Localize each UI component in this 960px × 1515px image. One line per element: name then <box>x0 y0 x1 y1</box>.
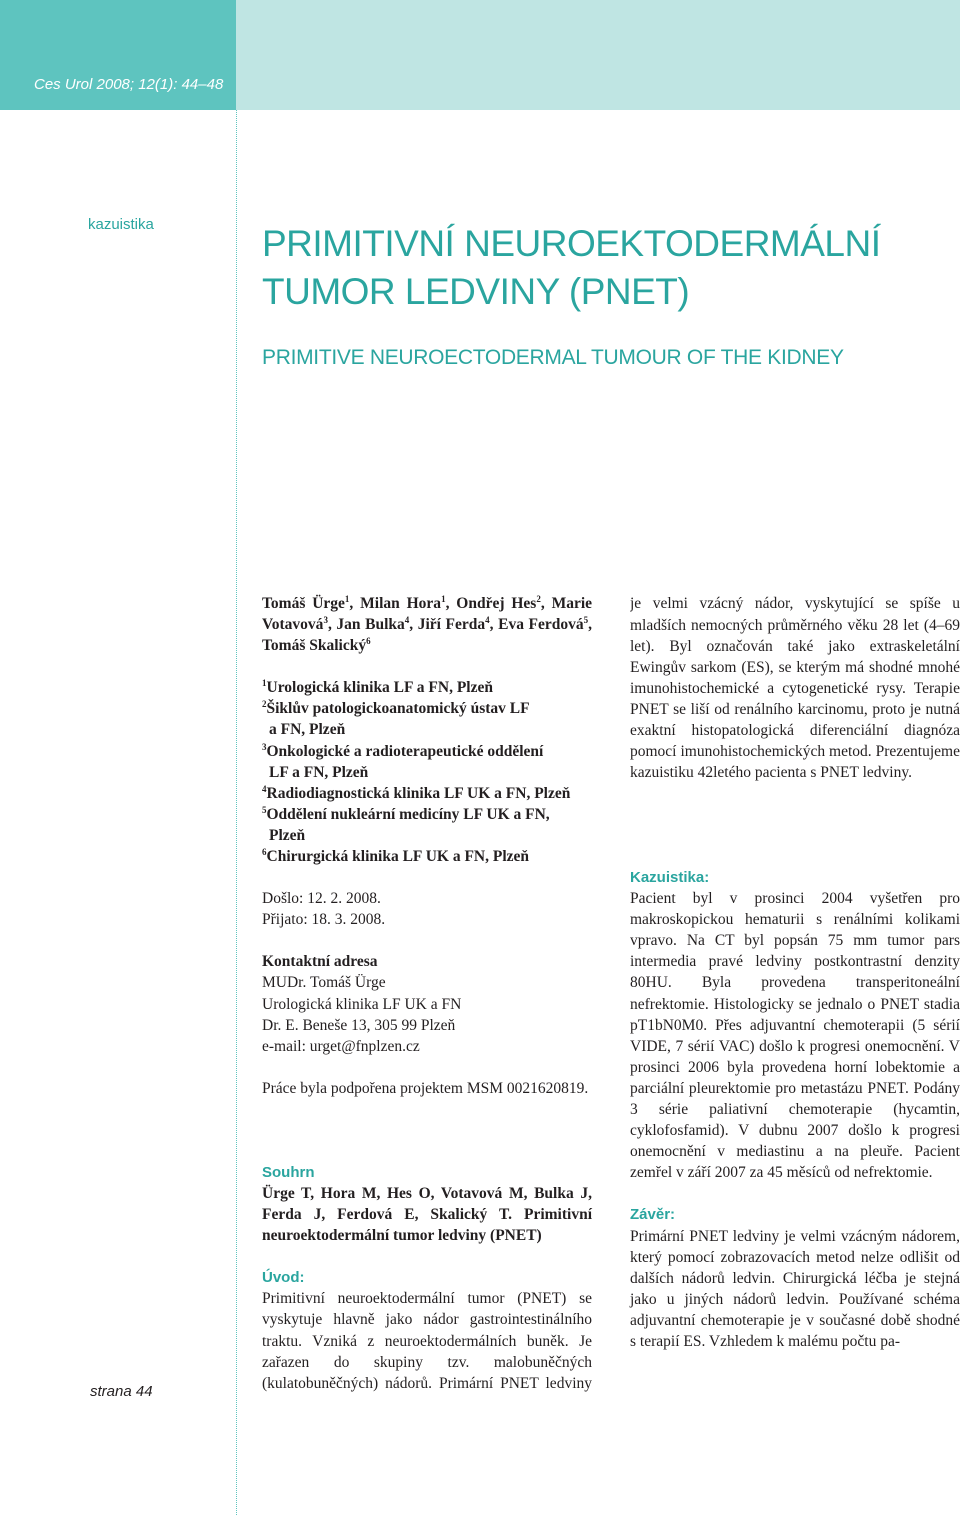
author-sep: , <box>588 616 593 634</box>
affiliation-number: 1 <box>262 678 267 689</box>
author: Milan Hora <box>360 595 442 612</box>
author-sep: , <box>349 595 361 612</box>
intro-text: Primitivní neuroektodermální tumor (PNET) se vyskytuje hlavně jako nádor gastrointestinálního traktu. Vzniká z neuroektodermálních buněk. Je zařazen do skupiny tzv. malobuněčných (kulatobuněčných) nádorů. Primární PNET ledviny <box>262 1290 592 1392</box>
author-sup: 6 <box>366 636 371 647</box>
affiliation-number: 6 <box>262 846 267 857</box>
author-sup: 2 <box>536 593 541 604</box>
author-sep: , <box>327 616 337 634</box>
affiliation-line-cont: Plzeň <box>269 826 306 844</box>
accepted-date: Přijato: 18. 3. 2008. <box>262 911 386 929</box>
author: Tomáš Skalický <box>262 637 367 655</box>
affiliation-item <box>262 846 592 867</box>
affiliation-line: Radiodiagnostická klinika LF UK a FN, Plzeň <box>266 784 571 802</box>
contact-line: Dr. E. Beneše 13, 305 99 Plzeň <box>262 1016 456 1034</box>
article-title <box>262 220 881 316</box>
author: Eva Ferdová <box>498 616 584 634</box>
funding-note: Práce byla podpořena projektem MSM 0021620819. <box>262 1079 589 1097</box>
author-sup: 1 <box>441 593 446 604</box>
affiliation-number: 4 <box>262 783 267 794</box>
contact-email[interactable]: e-mail: urget@fnplzen.cz <box>262 1037 420 1055</box>
intro-text-continued <box>630 593 960 846</box>
author: Marie Votavová <box>262 595 593 634</box>
author: Ondřej Hes <box>456 595 537 612</box>
author-sup: 4 <box>404 614 410 625</box>
affiliation-number: 5 <box>262 804 267 815</box>
summary-citation: Ürge T, Hora M, Hes O, Votavová M, Bulka J, Ferda J, Ferdová E, Skalický T. Primitivní neuroektodermální tumor ledviny (PNET) <box>262 1184 592 1245</box>
affiliation-line: Šiklův patologickoanatomický ústav LF <box>266 700 530 718</box>
contact-heading: Kontaktní adresa <box>262 953 378 971</box>
journal-citation: Ces Urol 2008; 12(1): 44–48 <box>34 76 224 93</box>
affiliation-list <box>262 677 592 867</box>
author: Tomáš Ürge <box>262 595 345 612</box>
article-subtitle: PRIMITIVE NEUROECTODERMAL TUMOUR OF THE KIDNEY <box>262 346 844 369</box>
author-sup: 4 <box>485 614 490 625</box>
affiliation-item <box>262 804 592 825</box>
affiliation-line: Urologická klinika LF a FN, Plzeň <box>266 679 493 697</box>
case-text: Pacient byl v prosinci 2004 vyšetřen pro makroskopickou hematurii s renálními kolikami vpravo. Na CT byl popsán 75 mm tumor pars intermedia pravé ledviny postkontrastní denzity 80HU. Byla provedena transperitoneální nefrektomie. Histologicky se jednalo o PNET stadia pT1bN0M0. Přes adjuvantní chemoterapii (5 sérií VIDE, 7 sérií VAC) došlo k progresi onemocnění. V prosinci 2006 byla provedena horní lobektomie a parciální pleurektomie pro metastázu PNET. Podány 3 série paliativní chemoterapie (hycamtin, cyklofosfamid). V dubnu 2007 došlo k progresi onemocnění v mediastinu a na pleuře. Pacient zemřel v září 2007 za 45 měsíců od nefrektomie. <box>630 890 960 1182</box>
author-sep: , <box>489 616 499 634</box>
author-sup: 5 <box>583 614 589 625</box>
left-column <box>262 593 592 1393</box>
contact-line: MUDr. Tomáš Ürge <box>262 974 386 992</box>
intro-text-shifted: je velmi vzácný nádor, vyskytující se spíše u mladších nemocných průměrného věku 28 let (4–69 let). Byl označován také jako extraskeletální Ewingův sarkom (ES), se kterým má shodné mnohé imunohistochemické a cytogenetické rysy. Terapie PNET se liší od renálního karcinomu, proto je nutná exaktní histopatologická diferenciální diagnóza pomocí imunohistochemických metod. Prezentujeme kazuistiku 42letého pacienta s PNET ledviny. <box>630 595 960 782</box>
received-date: Došlo: 12. 2. 2008. <box>262 890 381 908</box>
title-line-1: PRIMITIVNÍ NEUROEKTODERMÁLNÍ <box>262 223 881 264</box>
affiliation-item <box>262 741 592 762</box>
affiliation-item <box>262 783 592 804</box>
affiliation-number: 2 <box>262 699 267 710</box>
page-number: strana 44 <box>90 1383 153 1400</box>
author-sep: , <box>409 616 418 634</box>
affiliation-item <box>262 677 592 698</box>
affiliation-item <box>262 698 592 719</box>
affiliation-line: Onkologické a radioterapeutické oddělení <box>266 742 544 760</box>
affiliation-line-cont: a FN, Plzeň <box>269 721 346 739</box>
affiliation-line: Oddělení nukleární medicíny LF UK a FN, <box>266 805 550 823</box>
affiliation-line: Chirurgická klinika LF UK a FN, Plzeň <box>266 848 530 866</box>
author-sup: 3 <box>323 614 328 625</box>
author: Jan Bulka <box>336 616 405 634</box>
section-label: kazuistika <box>88 216 154 233</box>
author-list <box>262 593 592 656</box>
summary-heading: Souhrn <box>262 1163 315 1181</box>
conclusion-heading: Závěr: <box>630 1206 676 1224</box>
affiliation-number: 3 <box>262 741 267 752</box>
title-line-2: TUMOR LEDVINY (PNET) <box>262 271 690 312</box>
right-column <box>630 593 960 1352</box>
column-divider <box>236 110 237 1515</box>
author-sep: , <box>445 595 457 612</box>
author-sep: , <box>540 595 552 612</box>
header-band-accent <box>0 0 236 110</box>
header-band <box>236 0 960 110</box>
conclusion-text: Primární PNET ledviny je velmi vzácným nádorem, který pomocí zobrazovacích metod nelze odlišit od dalších nádorů ledvin. Chirurgická léčba je stejná jako u jiných nádorů ledvin. Používané schéma adjuvantní chemoterapie je v současné době shodné s terapií ES. Vzhledem k malému počtu pa- <box>630 1227 960 1350</box>
contact-line: Urologická klinika LF UK a FN <box>262 995 462 1013</box>
case-heading: Kazuistika: <box>630 869 710 886</box>
author: Jiří Ferda <box>417 616 486 634</box>
author-sup: 1 <box>344 593 350 604</box>
affiliation-line-cont: LF a FN, Plzeň <box>269 763 369 781</box>
intro-heading: Úvod: <box>262 1269 305 1287</box>
